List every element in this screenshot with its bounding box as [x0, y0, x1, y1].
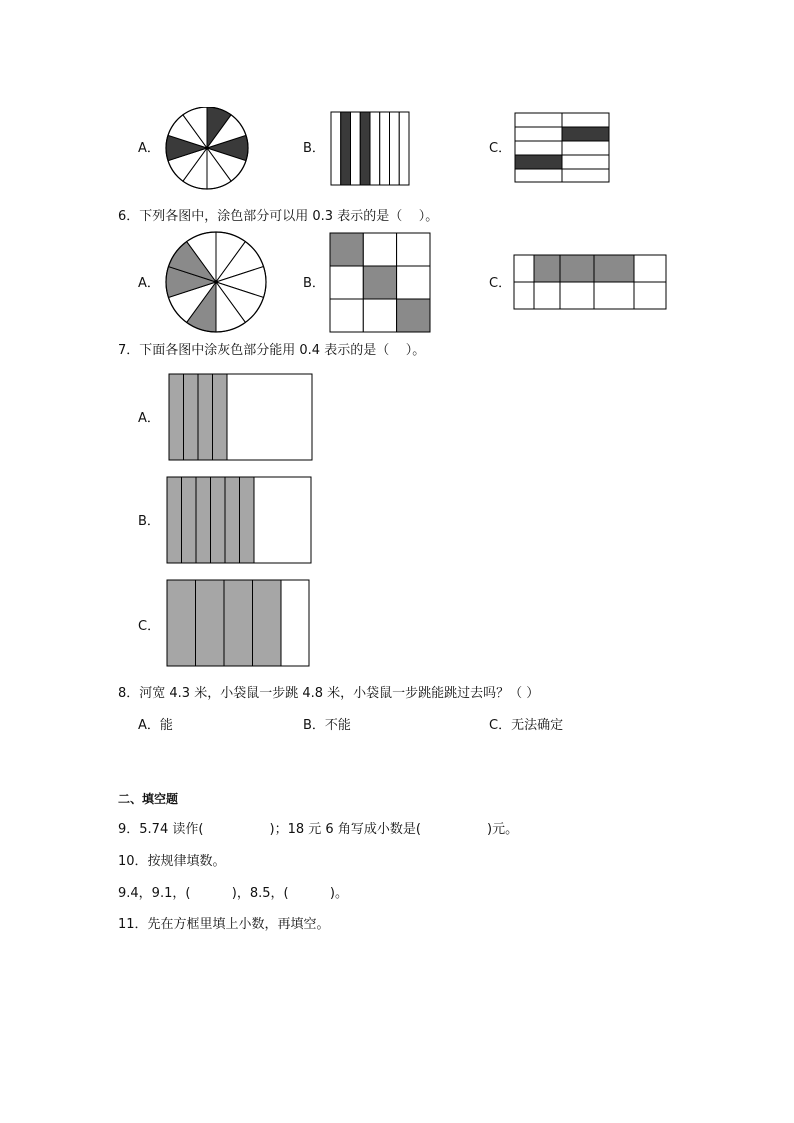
q6-option-b-grid-figure — [329, 232, 433, 334]
q8-option-c: C．无法确定 — [489, 718, 564, 733]
q8-option-b: B．不能 — [303, 718, 351, 733]
q6-question-text: 6．下列各图中，涂色部分可以用 0.3 表示的是（ ）。 — [118, 209, 439, 224]
q10-question-text: 10．按规律填数。 — [118, 854, 226, 869]
q5-option-a-circle-figure — [164, 107, 252, 191]
q6-option-b-label: B． — [303, 276, 325, 291]
q6-option-a-label: A． — [138, 276, 160, 291]
q5-option-a-label: A． — [138, 141, 160, 156]
q9-question-text: 9．5.74 读作( )；18 元 6 角写成小数是( )元。 — [118, 822, 519, 837]
q7-option-b-bar-figure — [166, 476, 313, 566]
q5-option-b-bars-figure — [330, 111, 412, 187]
q10-sequence: 9.4，9.1，( )，8.5，( )。 — [118, 886, 348, 901]
q6-option-c-grid-figure — [513, 254, 669, 312]
q8-question-text: 8．河宽 4.3 米，小袋鼠一步跳 4.8 米，小袋鼠一步跳能跳过去吗？（ ） — [118, 686, 540, 701]
q7-option-c-label: C． — [138, 619, 161, 634]
q7-option-b-label: B． — [138, 514, 160, 529]
q7-option-a-bar-figure — [168, 373, 315, 463]
section-title-fill-in: 二、填空题 — [118, 792, 179, 806]
q5-option-c-label: C． — [489, 141, 512, 156]
q7-option-a-label: A． — [138, 411, 160, 426]
q7-question-text: 7．下面各图中涂灰色部分能用 0.4 表示的是（ ）。 — [118, 343, 426, 358]
q5-option-c-grid-figure — [514, 112, 612, 184]
q5-option-b-label: B． — [303, 141, 325, 156]
q8-option-a: A．能 — [138, 718, 173, 733]
q6-option-a-circle-figure — [164, 231, 270, 335]
q6-option-c-label: C． — [489, 276, 512, 291]
q7-option-c-bar-figure — [166, 579, 312, 669]
q11-question-text: 11．先在方框里填上小数，再填空。 — [118, 917, 330, 932]
